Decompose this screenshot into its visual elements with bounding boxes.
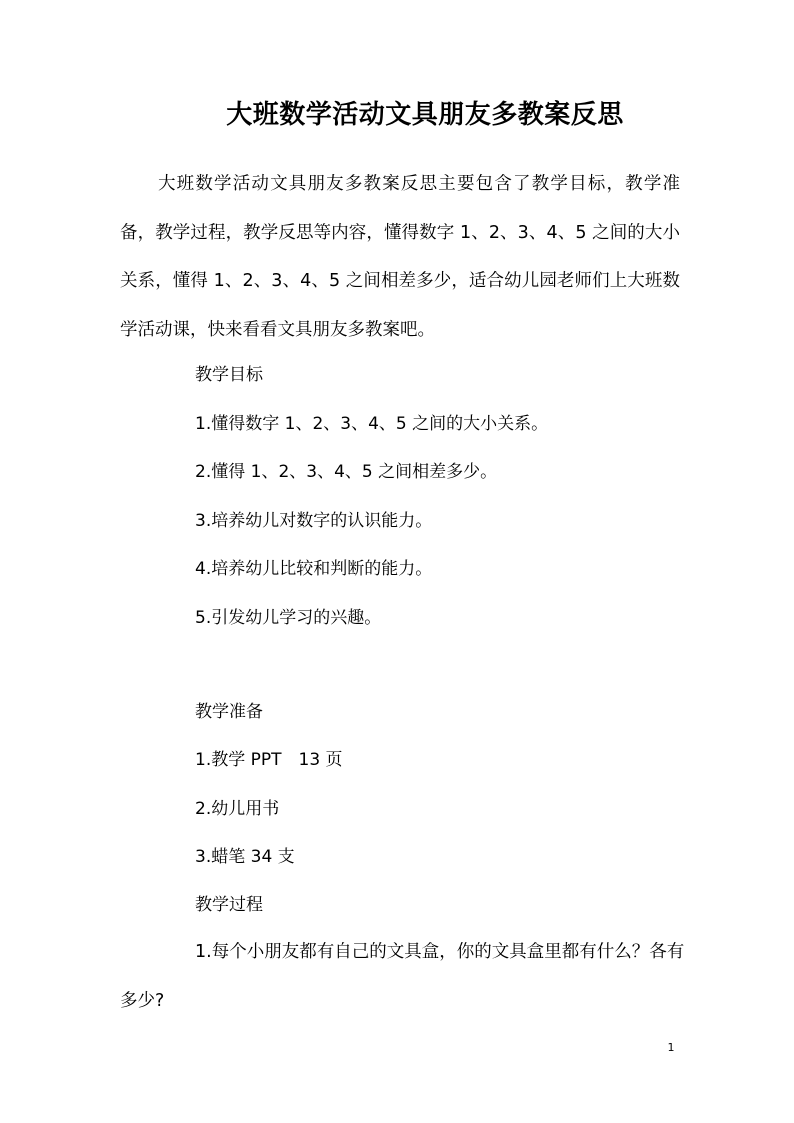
preparation-item-2: 2.幼儿用书	[195, 799, 280, 819]
objective-item-3: 3.培养幼儿对数字的认识能力。	[195, 511, 433, 531]
process-heading: 教学过程	[195, 895, 263, 915]
objectives-heading: 教学目标	[195, 365, 263, 385]
preparation-heading: 教学准备	[195, 702, 263, 722]
objective-item-2: 2.懂得 1、2、3、4、5 之间相差多少。	[195, 462, 498, 482]
process-item-1: 1.每个小朋友都有自己的文具盒，你的文具盒里都有什么？各有多少?	[120, 942, 685, 1011]
objective-item-4: 4.培养幼儿比较和判断的能力。	[195, 559, 433, 579]
preparation-item-3: 3.蜡笔 34 支	[195, 847, 295, 867]
objective-item-1: 1.懂得数字 1、2、3、4、5 之间的大小关系。	[195, 414, 549, 434]
preparation-item-1: 1.教学 PPT 13 页	[195, 750, 343, 770]
intro-paragraph: 大班数学活动文具朋友多教案反思主要包含了教学目标，教学准备，教学过程，教学反思等内容，懂得数字 1、2、3、4、5 之间的大小关系，懂得 1、2、3、4、5 之间相差多少，适合幼儿园老师们上大班数学活动课，快来看看文具朋友多教案吧。	[120, 174, 680, 341]
page-number: 1	[667, 1041, 675, 1054]
document-title: 大班数学活动文具朋友多教案反思	[226, 100, 624, 130]
objective-item-5: 5.引发幼儿学习的兴趣。	[195, 608, 382, 628]
